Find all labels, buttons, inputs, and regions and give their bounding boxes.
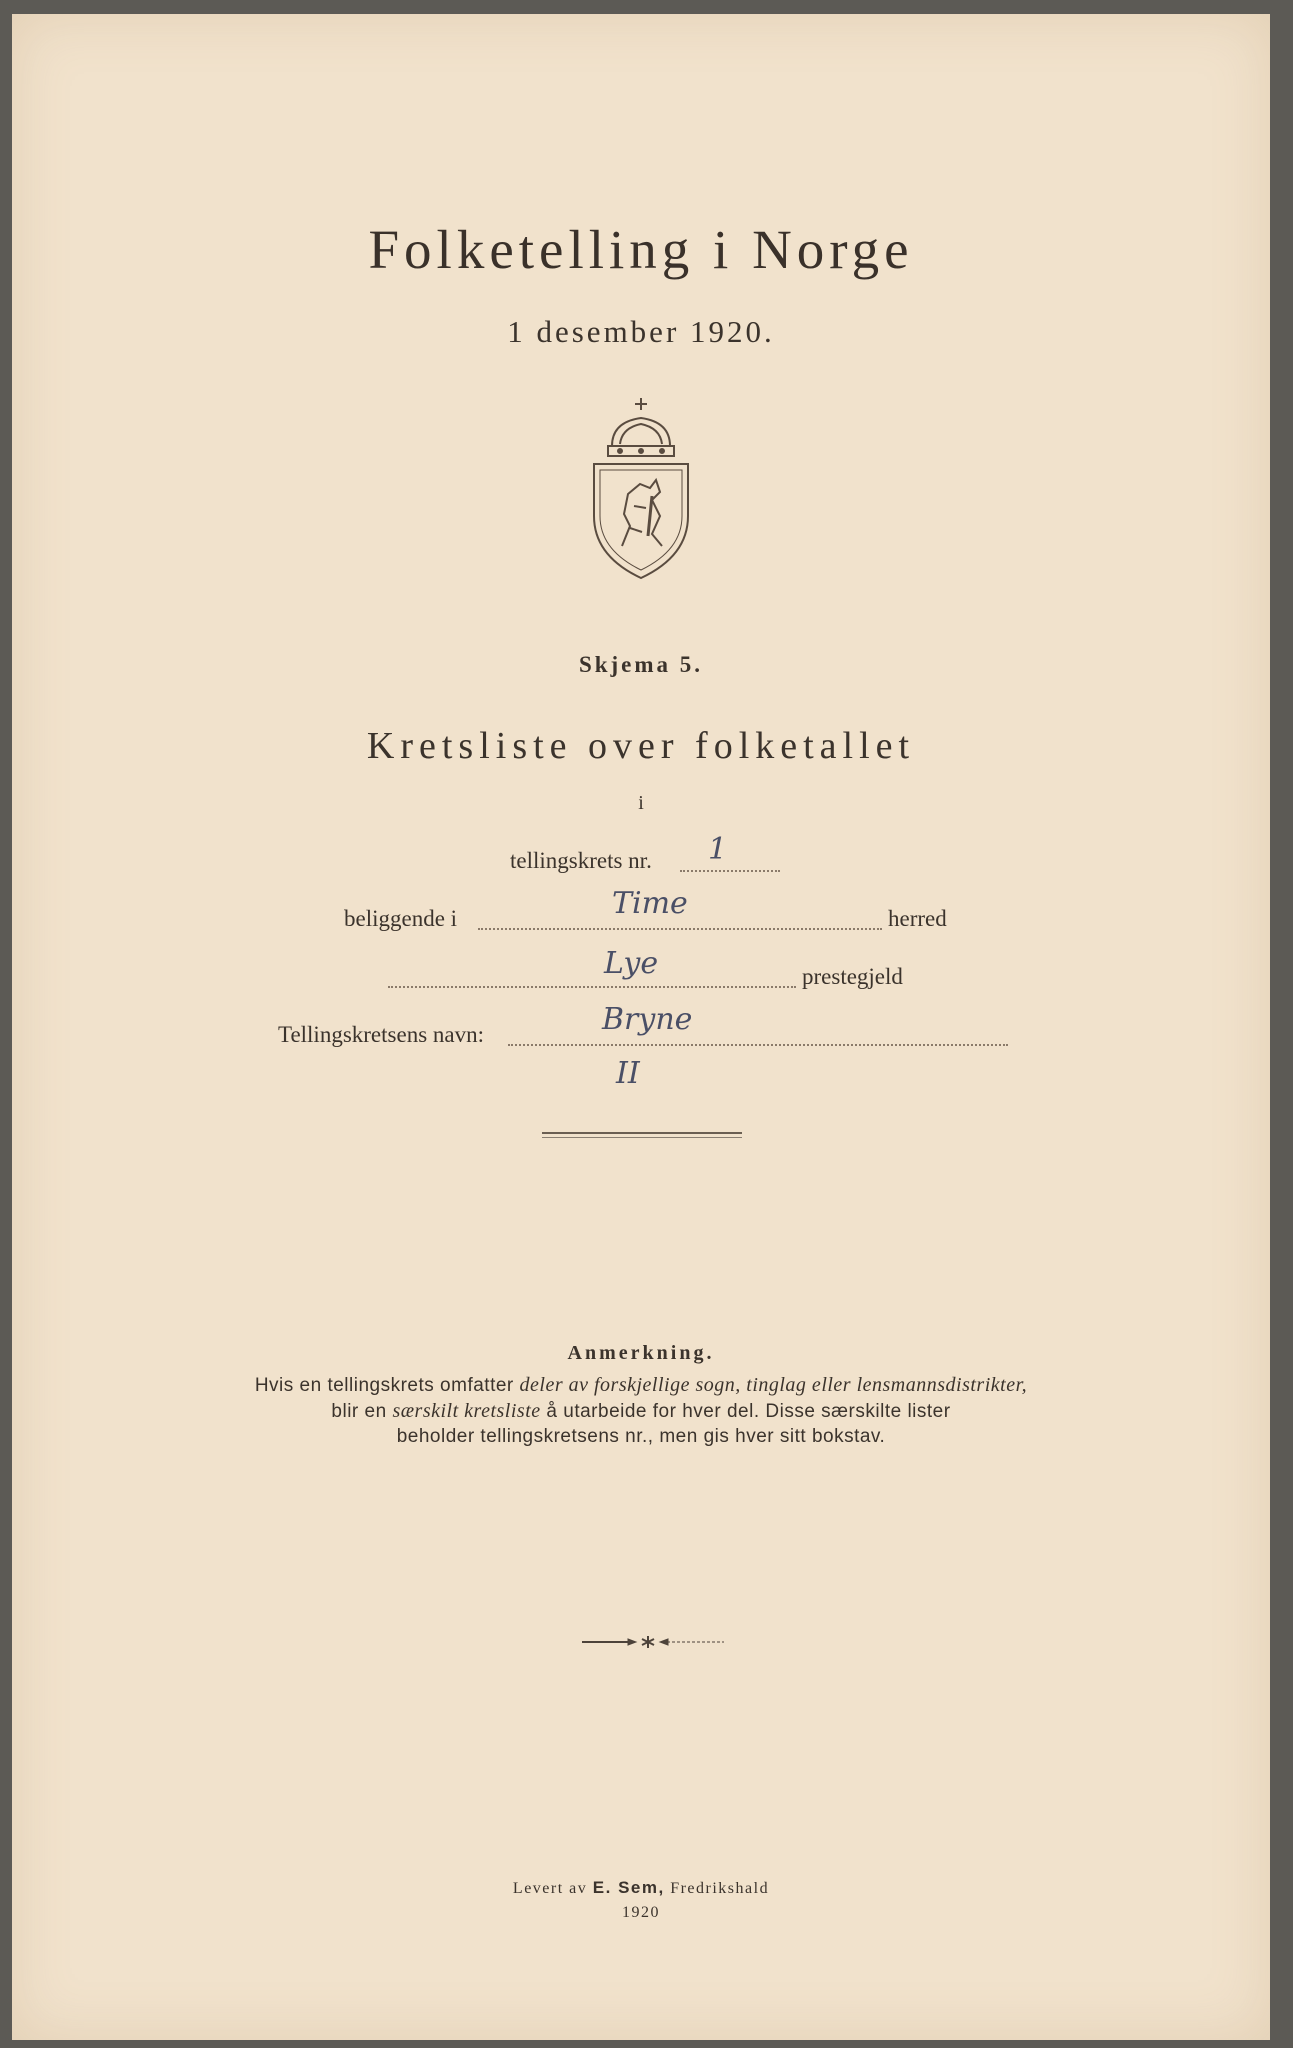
connector-word: i xyxy=(638,792,644,814)
navn-label: Tellingskretsens navn: xyxy=(278,1022,484,1047)
printer-line: Levert av E. Sem, Fredrikshald xyxy=(512,1878,770,1897)
star-ornament-icon xyxy=(578,1632,728,1652)
prestegjeld-suffix: prestegjeld xyxy=(802,964,903,989)
divider-rule xyxy=(542,1132,742,1134)
note-line-3: beholder tellingskretsens nr., men gis hver sitt bokstav. xyxy=(396,1426,886,1447)
census-form-page xyxy=(12,14,1270,2040)
navn-line xyxy=(508,1044,1008,1046)
prestegjeld-value: Lye xyxy=(604,946,659,981)
document-title: Folketelling i Norge xyxy=(368,219,914,280)
census-date: 1 desember 1920. xyxy=(507,314,775,349)
navn-extra-value: II xyxy=(616,1056,640,1091)
coat-of-arms-icon xyxy=(590,396,692,582)
printer-year: 1920 xyxy=(622,1904,660,1921)
schema-number: Skjema 5. xyxy=(578,652,704,677)
prestegjeld-line xyxy=(388,986,796,988)
printer-imprint xyxy=(12,1876,1270,1925)
list-title: Kretsliste over folketallet xyxy=(366,725,916,767)
tellingskrets-line xyxy=(680,870,780,872)
note-line-1: Hvis en tellingskrets omfatter deler av forskjellige sogn, tinglag eller lensmannsdistrikter, xyxy=(254,1374,1028,1396)
navn-value: Bryne xyxy=(602,1002,693,1037)
note-heading: Anmerkning. xyxy=(567,1342,715,1364)
note-line-2: blir en særskilt kretsliste å utarbeide for hver del. Disse særskilte lister xyxy=(331,1400,951,1422)
herred-prefix: beliggende i xyxy=(344,906,458,931)
herred-value: Time xyxy=(612,886,688,921)
tellingskrets-label: tellingskrets nr. xyxy=(510,848,652,873)
tellingskrets-value: 1 xyxy=(708,832,728,867)
divider-rule-thin xyxy=(542,1137,742,1138)
herred-suffix: herred xyxy=(888,906,947,931)
herred-line xyxy=(478,928,882,930)
